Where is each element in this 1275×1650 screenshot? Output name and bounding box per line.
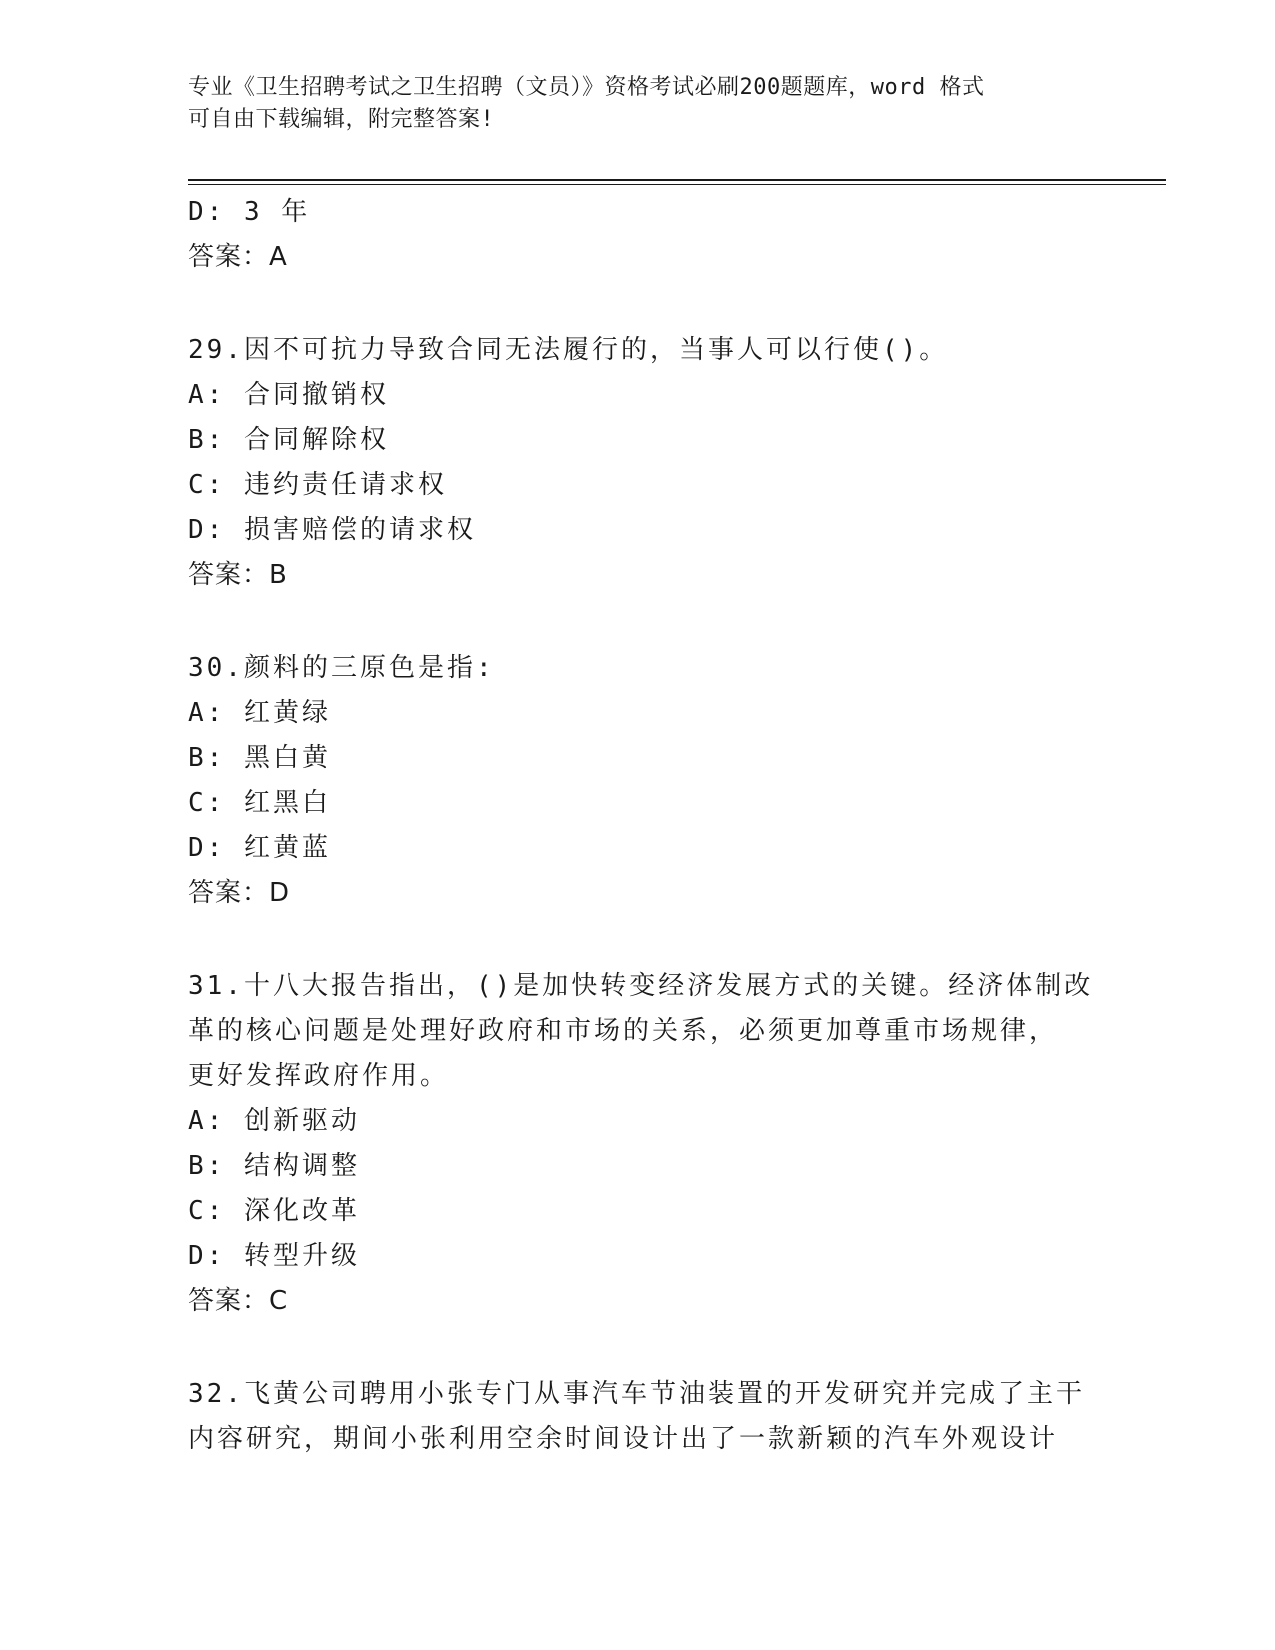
question-block-32 [188,1372,1088,1462]
question-block-31 [188,964,1094,1324]
option-a: A: 红黄绿 [188,698,331,728]
option-d: D: 损害赔偿的请求权 [188,515,476,545]
question-text-line-2: 内容研究，期间小张利用空余时间设计出了一款新颖的汽车外观设计 [188,1424,1059,1454]
question-block-28-tail [188,190,1088,280]
header-divider-thin [188,184,1166,185]
answer-line: 答案：D [188,878,291,908]
option-b: B: 合同解除权 [188,425,389,455]
option-b: B: 黑白黄 [188,743,331,773]
question-text: 30.颜料的三原色是指: [188,653,495,683]
answer-line: 答案：C [188,1286,289,1316]
question-block-29 [188,328,1088,598]
question-text-line-1: 31.十八大报告指出，()是加快转变经济发展方式的关键。经济体制改 [188,971,1094,1001]
option-c: C: 违约责任请求权 [188,470,447,500]
answer-line: 答案：A [188,242,288,272]
header-title-line-1: 专业《卫生招聘考试之卫生招聘（文员）》资格考试必刷200题题库，word 格式 [188,75,985,100]
header-title-line-2: 可自由下载编辑，附完整答案! [188,107,495,132]
option-c: C: 深化改革 [188,1196,360,1226]
document-header [188,72,1088,136]
question-list [188,190,1094,1462]
option-d: D: 红黄蓝 [188,833,331,863]
question-block-30 [188,646,1088,916]
header-divider-thick [188,179,1166,181]
question-text-line-1: 32.飞黄公司聘用小张专门从事汽车节油装置的开发研究并完成了主干 [188,1379,1085,1409]
question-text: 29.因不可抗力导致合同无法履行的，当事人可以行使()。 [188,335,949,365]
option-a: A: 合同撤销权 [188,380,389,410]
option-c: C: 红黑白 [188,788,331,818]
option-d: D: 转型升级 [188,1241,360,1271]
question-text-line-2: 革的核心问题是处理好政府和市场的关系，必须更加尊重市场规律， [188,1016,1059,1046]
question-text-line-3: 更好发挥政府作用。 [188,1061,450,1091]
option-b: B: 结构调整 [188,1151,360,1181]
option-a: A: 创新驱动 [188,1106,360,1136]
answer-line: 答案：B [188,560,288,590]
option-d: D: 3 年 [188,197,311,227]
